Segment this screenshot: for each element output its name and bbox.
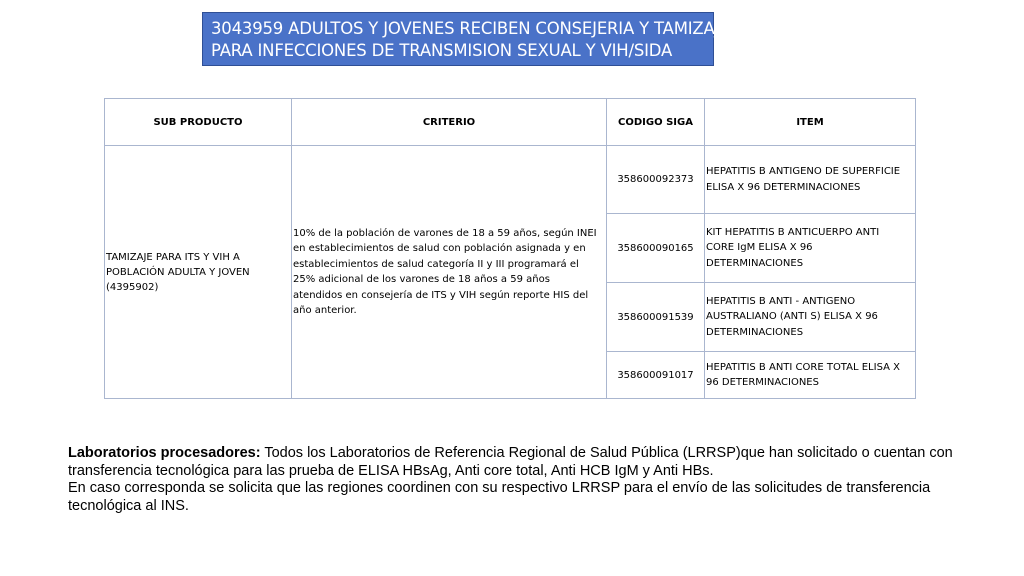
note-text-1: Todos los Laboratorios de Referencia Regional de Salud Pública (LRRSP)que han solicitado o cuentan con transferencia tecnológica para las prueba de ELISA HBsAg, Anti core total, Anti HCB IgM y Anti HBs. [68, 445, 953, 479]
item-cell: HEPATITIS B ANTI CORE TOTAL ELISA X 96 DETERMINACIONES [705, 352, 916, 399]
sub-producto-cell: TAMIZAJE PARA ITS Y VIH A POBLACIÓN ADULTA Y JOVEN (4395902) [105, 146, 292, 399]
item-cell: HEPATITIS B ANTI - ANTIGENO AUSTRALIANO (ANTI S) ELISA X 96 DETERMINACIONES [705, 283, 916, 352]
header-criterio: CRITERIO [292, 99, 607, 146]
codigo-cell: 358600091539 [607, 283, 705, 352]
note-paragraph [68, 445, 968, 515]
criterio-cell: 10% de la población de varones de 18 a 59 años, según INEI en establecimientos de salud con población asignada y en establecimientos de salud categoría II y III programará el 25% adicional de los varones de 18 años a 59 años atendidos en consejería de ITS y VIH según reporte HIS del año anterior. [292, 146, 607, 399]
note-label: Laboratorios procesadores: [68, 445, 261, 461]
header-sub-producto: SUB PRODUCTO [105, 99, 292, 146]
item-cell: KIT HEPATITIS B ANTICUERPO ANTI CORE IgM ELISA X 96 DETERMINACIONES [705, 214, 916, 283]
item-cell: HEPATITIS B ANTIGENO DE SUPERFICIE ELISA X 96 DETERMINACIONES [705, 146, 916, 214]
table-header-row [105, 99, 916, 146]
table-row [105, 146, 916, 214]
note-line-1 [68, 445, 968, 480]
items-table [104, 98, 916, 399]
codigo-cell: 358600092373 [607, 146, 705, 214]
header-item: ITEM [705, 99, 916, 146]
title-line-1: 3043959 ADULTOS Y JOVENES RECIBEN CONSEJERIA Y TAMIZAJE [211, 19, 730, 38]
header-codigo-siga: CODIGO SIGA [607, 99, 705, 146]
note-text-2: En caso corresponda se solicita que las regiones coordinen con su respectivo LRRSP para el envío de las solicitudes de transferencia tecnológica al INS. [68, 480, 931, 514]
title-line-2: PARA INFECCIONES DE TRANSMISION SEXUAL Y VIH/SIDA [211, 41, 673, 60]
title-banner [202, 12, 730, 66]
codigo-cell: 358600090165 [607, 214, 705, 283]
codigo-cell: 358600091017 [607, 352, 705, 399]
